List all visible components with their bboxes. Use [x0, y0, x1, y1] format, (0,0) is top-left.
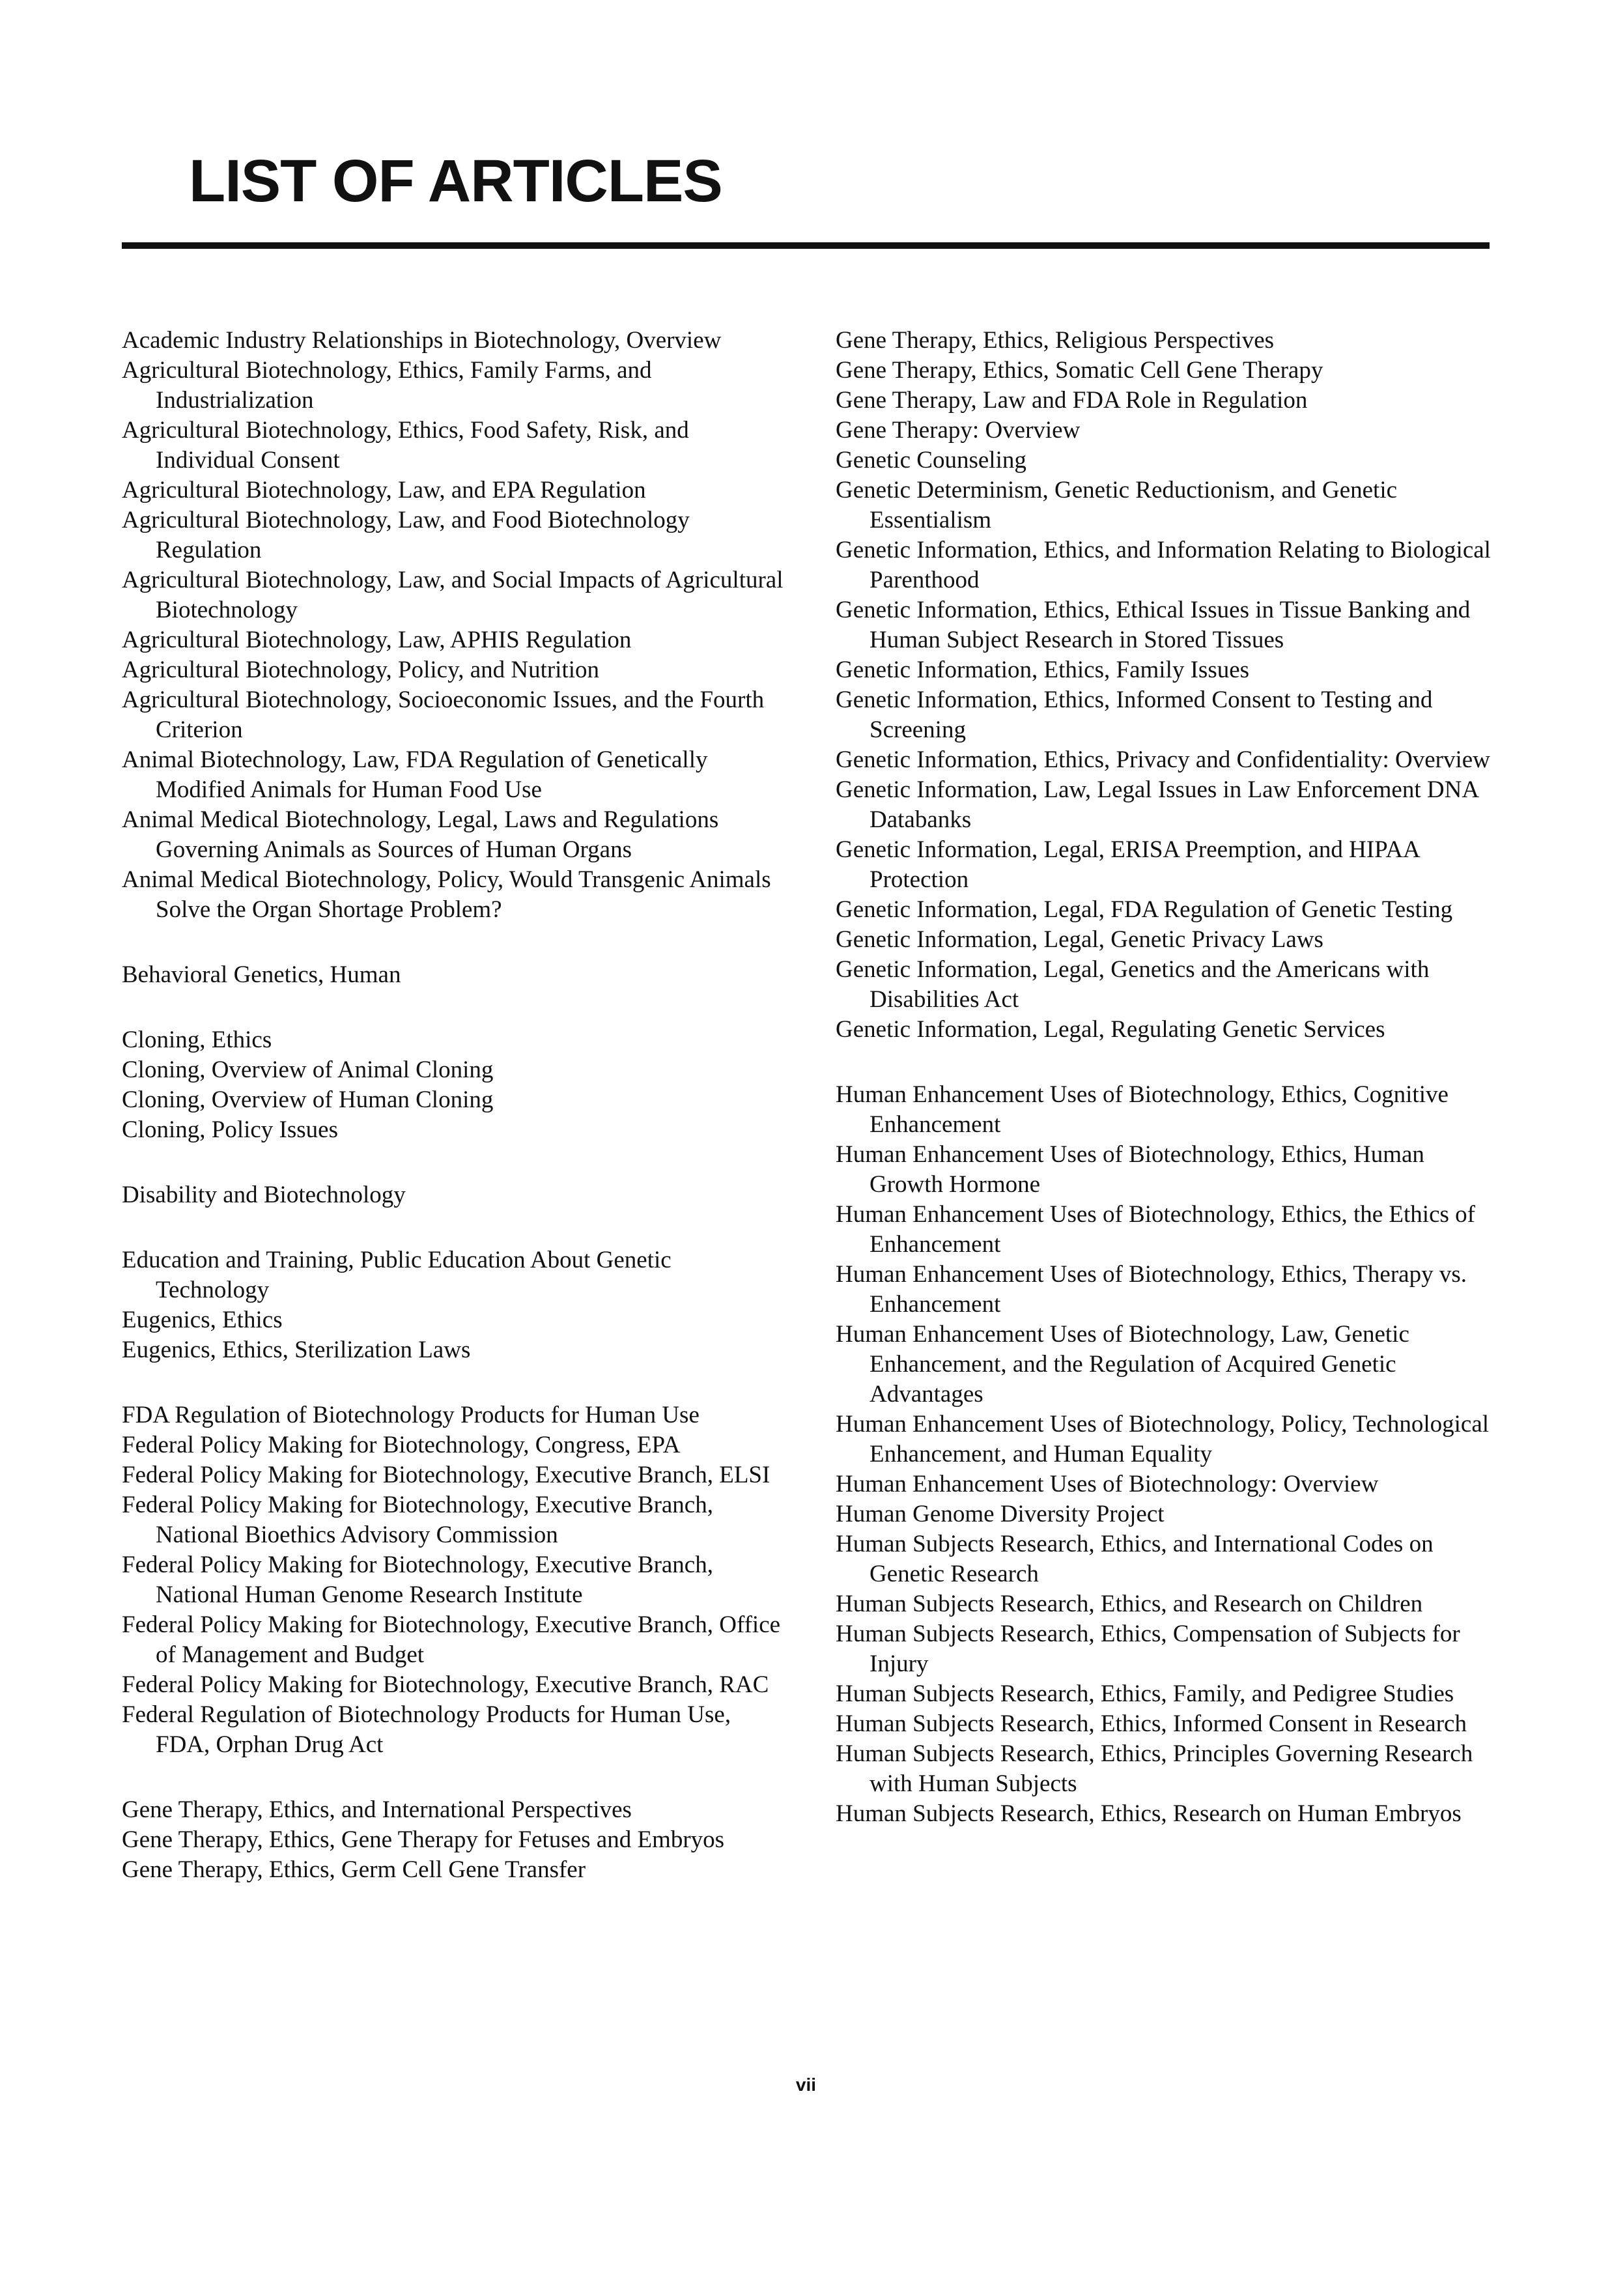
- article-entry: Agricultural Biotechnology, Socioeconomic Issues, and the Fourth Criterion: [122, 687, 765, 743]
- article-entry: FDA Regulation of Biotechnology Products for Human Use: [122, 1402, 700, 1428]
- article-entry: Federal Regulation of Biotechnology Products for Human Use, FDA, Orphan Drug Act: [122, 1701, 731, 1758]
- article-entry: Gene Therapy, Ethics, Religious Perspectives: [836, 327, 1275, 354]
- article-entry: Federal Policy Making for Biotechnology, Executive Branch, National Bioethics Advisory Commission: [122, 1492, 713, 1548]
- article-entry: Genetic Information, Law, Legal Issues in Law Enforcement DNA Databanks: [836, 776, 1478, 833]
- article-entry: Education and Training, Public Education About Genetic Technology: [122, 1247, 672, 1303]
- article-entry: Genetic Information, Ethics, and Information Relating to Biological Parenthood: [836, 537, 1491, 593]
- article-entry: Genetic Information, Ethics, Informed Consent to Testing and Screening: [836, 687, 1433, 743]
- article-entry: Gene Therapy, Law and FDA Role in Regulation: [836, 387, 1308, 414]
- article-entry: Gene Therapy: Overview: [836, 417, 1081, 444]
- article-entry: Human Subjects Research, Ethics, Family, and Pedigree Studies: [836, 1680, 1454, 1707]
- article-entry: Agricultural Biotechnology, Policy, and Nutrition: [122, 657, 600, 683]
- article-entry: Human Subjects Research, Ethics, Principles Governing Research with Human Subjects: [836, 1740, 1473, 1797]
- article-entry: Federal Policy Making for Biotechnology, Executive Branch, Office of Management and Budget: [122, 1611, 781, 1668]
- article-entry: Genetic Information, Ethics, Ethical Issues in Tissue Banking and Human Subject Research in Stored Tissues: [836, 597, 1471, 653]
- article-entry: Genetic Information, Legal, Regulating Genetic Services: [836, 1016, 1385, 1043]
- article-entry: Animal Medical Biotechnology, Legal, Laws and Regulations Governing Animals as Sources of Human Organs: [122, 806, 719, 863]
- article-entry: Human Enhancement Uses of Biotechnology, Policy, Technological Enhancement, and Human Equality: [836, 1411, 1490, 1467]
- article-group: [122, 1400, 786, 1760]
- article-entry: Gene Therapy, Ethics, and International Perspectives: [122, 1796, 632, 1823]
- article-entry: Human Genome Diversity Project: [836, 1501, 1165, 1527]
- article-entry: Human Subjects Research, Ethics, Research on Human Embryos: [836, 1800, 1462, 1827]
- article-entry: Disability and Biotechnology: [122, 1182, 406, 1208]
- article-entry: Gene Therapy, Ethics, Somatic Cell Gene Therapy: [836, 357, 1323, 384]
- article-entry: Human Enhancement Uses of Biotechnology, Ethics, Therapy vs. Enhancement: [836, 1261, 1467, 1318]
- article-entry: Agricultural Biotechnology, Ethics, Food Safety, Risk, and Individual Consent: [122, 417, 689, 474]
- article-entry: Human Subjects Research, Ethics, and Research on Children: [836, 1591, 1423, 1617]
- article-entry: Human Enhancement Uses of Biotechnology, Ethics, Cognitive Enhancement: [836, 1081, 1449, 1138]
- article-entry: Agricultural Biotechnology, Ethics, Family Farms, and Industrialization: [122, 357, 652, 414]
- article-group: [122, 960, 786, 990]
- article-entry: Behavioral Genetics, Human: [122, 961, 401, 988]
- article-group: [122, 1245, 786, 1365]
- article-entry: Animal Biotechnology, Law, FDA Regulation of Genetically Modified Animals for Human Food Use: [122, 746, 708, 803]
- page-number: vii: [795, 2075, 817, 2095]
- article-group: [836, 1080, 1493, 1829]
- article-entry: Cloning, Overview of Human Cloning: [122, 1086, 494, 1113]
- article-entry: Human Enhancement Uses of Biotechnology: Overview: [836, 1471, 1379, 1497]
- article-entry: Eugenics, Ethics: [122, 1307, 283, 1333]
- article-group: [122, 1180, 786, 1210]
- article-entry: Human Subjects Research, Ethics, and International Codes on Genetic Research: [836, 1531, 1434, 1587]
- article-entry: Agricultural Biotechnology, Law, APHIS Regulation: [122, 627, 632, 653]
- article-entry: Human Enhancement Uses of Biotechnology, Ethics, the Ethics of Enhancement: [836, 1201, 1475, 1258]
- article-entry: Genetic Information, Ethics, Privacy and Confidentiality: Overview: [836, 746, 1490, 773]
- page-title: LIST OF ARTICLES: [189, 148, 722, 214]
- title-rule: [122, 242, 1490, 249]
- article-entry: Eugenics, Ethics, Sterilization Laws: [122, 1337, 471, 1363]
- article-entry: Cloning, Policy Issues: [122, 1116, 338, 1143]
- article-entry: Agricultural Biotechnology, Law, and EPA Regulation: [122, 477, 646, 503]
- article-entry: Genetic Counseling: [836, 447, 1026, 474]
- article-entry: Gene Therapy, Ethics, Germ Cell Gene Transfer: [122, 1856, 586, 1883]
- article-entry: Genetic Determinism, Genetic Reductionism, and Genetic Essentialism: [836, 477, 1398, 533]
- article-group: [122, 326, 786, 925]
- article-entry: Human Subjects Research, Ethics, Compensation of Subjects for Injury: [836, 1621, 1460, 1677]
- article-entry: Federal Policy Making for Biotechnology, Executive Branch, ELSI: [122, 1462, 771, 1488]
- article-entry: Human Enhancement Uses of Biotechnology, Ethics, Human Growth Hormone: [836, 1141, 1424, 1198]
- article-entry: Cloning, Ethics: [122, 1027, 272, 1053]
- article-entry: Federal Policy Making for Biotechnology, Executive Branch, RAC: [122, 1671, 769, 1698]
- article-entry: Federal Policy Making for Biotechnology, Congress, EPA: [122, 1432, 681, 1458]
- article-entry: Human Enhancement Uses of Biotechnology, Law, Genetic Enhancement, and the Regulation of Acquired Genetic Advantages: [836, 1321, 1409, 1408]
- article-entry: Gene Therapy, Ethics, Gene Therapy for Fetuses and Embryos: [122, 1826, 725, 1853]
- article-column-left: [122, 326, 786, 1920]
- article-group: [122, 1025, 786, 1145]
- article-entry: Agricultural Biotechnology, Law, and Social Impacts of Agricultural Biotechnology: [122, 567, 784, 623]
- article-entry: Agricultural Biotechnology, Law, and Food Biotechnology Regulation: [122, 507, 690, 563]
- article-entry: Genetic Information, Ethics, Family Issues: [836, 657, 1250, 683]
- article-entry: Federal Policy Making for Biotechnology, Executive Branch, National Human Genome Research Institute: [122, 1552, 713, 1608]
- article-entry: Genetic Information, Legal, FDA Regulation of Genetic Testing: [836, 896, 1453, 923]
- article-entry: Genetic Information, Legal, ERISA Preemption, and HIPAA Protection: [836, 836, 1419, 893]
- article-entry: Academic Industry Relationships in Biotechnology, Overview: [122, 327, 722, 354]
- article-column-right: [836, 326, 1493, 1871]
- article-entry: Human Subjects Research, Ethics, Informed Consent in Research: [836, 1710, 1467, 1737]
- article-entry: Cloning, Overview of Animal Cloning: [122, 1056, 494, 1083]
- article-entry: Genetic Information, Legal, Genetics and the Americans with Disabilities Act: [836, 956, 1430, 1013]
- article-group: [122, 1795, 786, 1885]
- article-entry: Animal Medical Biotechnology, Policy, Would Transgenic Animals Solve the Organ Shortage Problem?: [122, 866, 771, 923]
- article-entry: Genetic Information, Legal, Genetic Privacy Laws: [836, 926, 1323, 953]
- article-group: [836, 326, 1493, 1045]
